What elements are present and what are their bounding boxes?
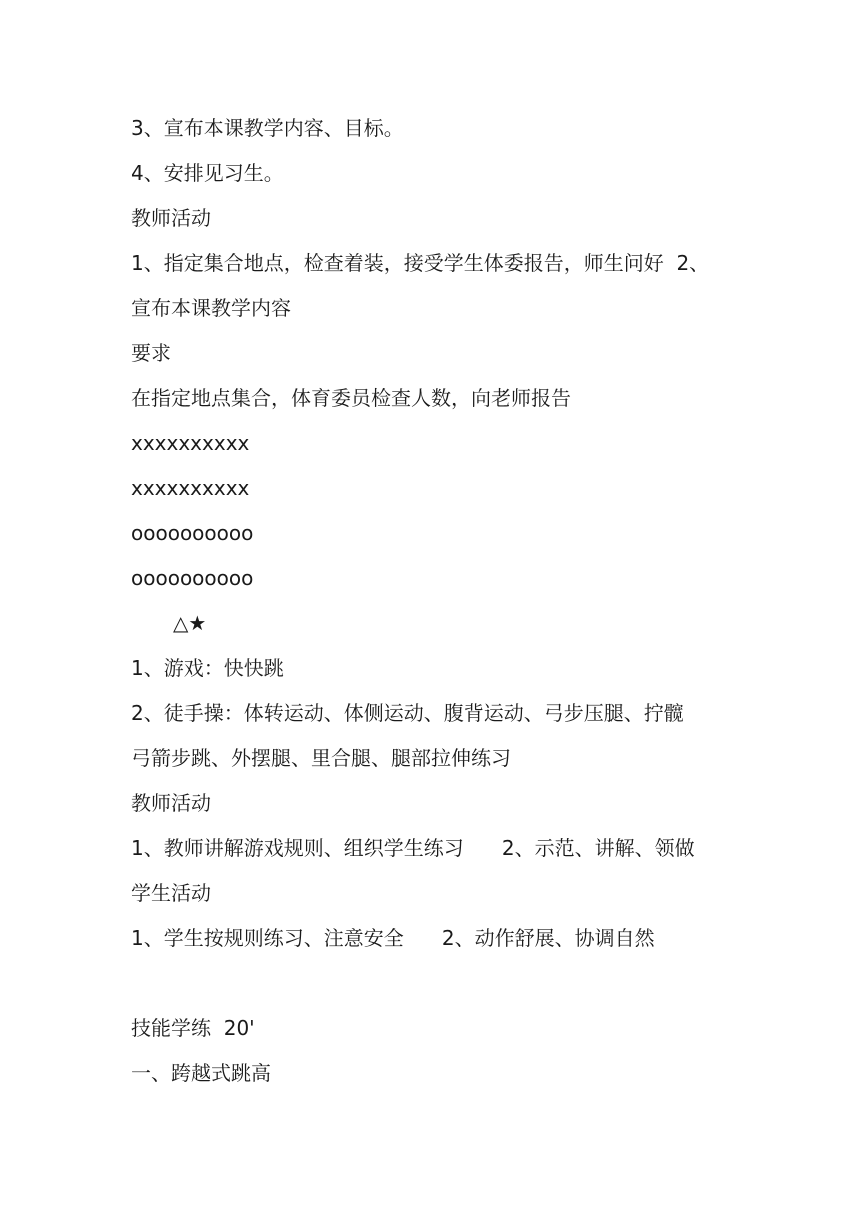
text-line: 3、宣布本课教学内容、目标。 [131,116,404,140]
formation-symbols: △★ [173,611,207,635]
formation-row: xxxxxxxxxx [131,476,250,500]
section-heading: 技能学练 20' [131,1016,255,1040]
text-line: 4、安排见习生。 [131,161,284,185]
text-line: 2、徒手操：体转运动、体侧运动、腹背运动、弓步压腿、拧髋 [131,701,684,725]
text-line: 1、游戏：快快跳 [131,656,284,680]
section-heading: 教师活动 [131,206,211,230]
text-line: 在指定地点集合，体育委员检查人数，向老师报告 [131,386,571,410]
text-line: 1、指定集合地点，检查着装，接受学生体委报告，师生问好 2、 [131,251,710,275]
section-heading: 学生活动 [131,881,211,905]
section-heading: 要求 [131,341,171,365]
section-heading: 一、跨越式跳高 [131,1061,271,1085]
text-line: 1、教师讲解游戏规则、组织学生练习 2、示范、讲解、领做 [131,836,695,860]
formation-row: oooooooooo [131,521,254,545]
text-line: 弓箭步跳、外摆腿、里合腿、腿部拉伸练习 [131,746,511,770]
formation-row: xxxxxxxxxx [131,431,250,455]
formation-row: oooooooooo [131,566,254,590]
text-line: 宣布本课教学内容 [131,296,291,320]
text-line: 1、学生按规则练习、注意安全 2、动作舒展、协调自然 [131,926,655,950]
section-heading: 教师活动 [131,791,211,815]
